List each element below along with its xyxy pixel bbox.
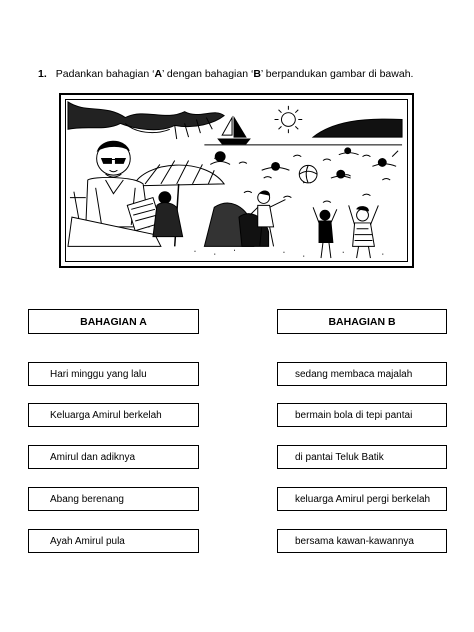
bahagian-a-item-3[interactable]: Amirul dan adiknya (28, 445, 199, 469)
beach-ball (299, 165, 317, 183)
sailboat (234, 118, 246, 138)
bahagian-a-item-2[interactable]: Keluarga Amirul berkelah (28, 403, 199, 427)
bahagian-b-item-3[interactable]: di pantai Teluk Batik (277, 445, 447, 469)
sun (281, 113, 295, 127)
swimmer-5 (337, 170, 345, 178)
question-text-2: ’ dengan bahagian ‘ (162, 68, 254, 80)
question-instruction (38, 67, 413, 81)
swimmer-2 (272, 162, 280, 170)
bahagian-b-item-2[interactable]: bermain bola di tepi pantai (277, 403, 447, 427)
child-3 (357, 209, 369, 221)
bahagian-a-header: BAHAGIAN A (28, 309, 199, 334)
bahagian-b-item-4[interactable]: keluarga Amirul pergi berkelah (277, 487, 447, 511)
question-label-b: B (253, 68, 261, 80)
beach-scene-drawing (66, 100, 407, 261)
question-label-a: A (154, 68, 163, 80)
beach-umbrella (133, 165, 224, 186)
beach-picnic-illustration (59, 93, 414, 268)
bahagian-b-item-5[interactable]: bersama kawan-kawannya (277, 529, 447, 553)
bahagian-b-item-1[interactable]: sedang membaca majalah (277, 362, 447, 386)
bahagian-a-item-1[interactable]: Hari minggu yang lalu (28, 362, 199, 386)
illustration-frame (65, 99, 408, 262)
bahagian-b-header: BAHAGIAN B (277, 309, 447, 334)
bahagian-a-item-5[interactable]: Ayah Amirul pula (28, 529, 199, 553)
swimmer-1 (215, 152, 225, 162)
bahagian-a-item-4[interactable]: Abang berenang (28, 487, 199, 511)
question-text-1: Padankan bahagian ‘ (55, 68, 155, 80)
tree-foliage (68, 102, 224, 130)
distant-hill (313, 119, 402, 137)
child-2 (320, 210, 330, 220)
question-number: 1. (38, 68, 47, 80)
swimmer-4 (378, 159, 386, 167)
question-text-3: ’ berpandukan gambar di bawah. (260, 68, 414, 80)
